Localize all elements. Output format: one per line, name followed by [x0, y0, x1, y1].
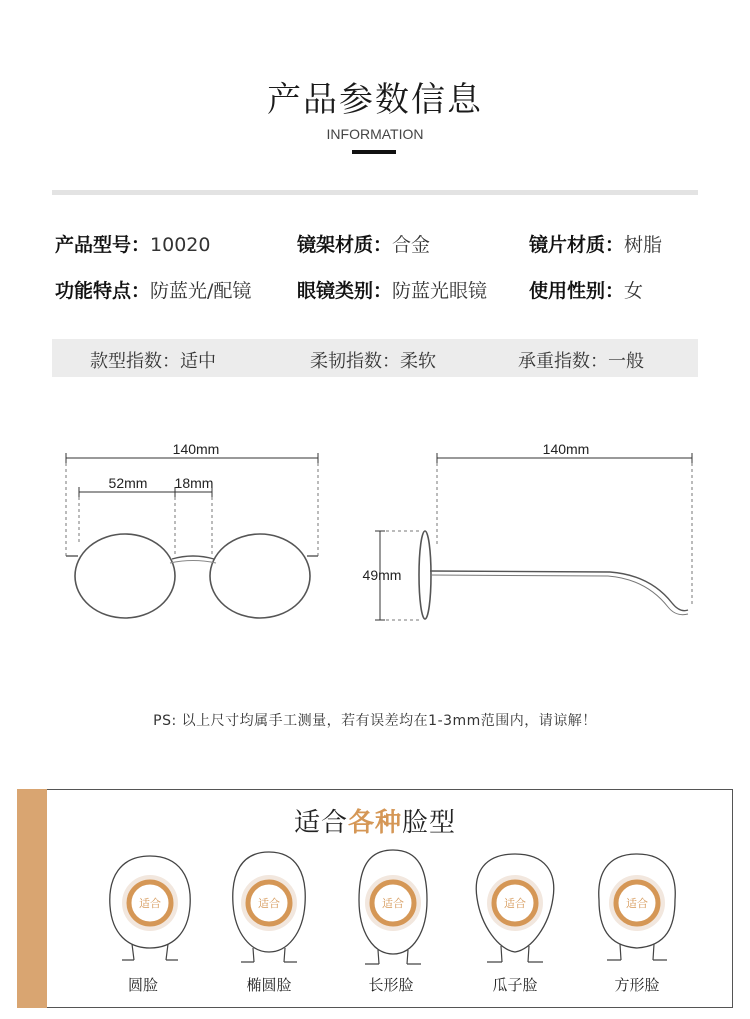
spec-label: 镜片材质：: [529, 234, 625, 256]
spec-lens-material: [529, 230, 662, 257]
temple-arm: [430, 571, 688, 611]
spec-model: [55, 230, 210, 257]
section-divider: [52, 190, 698, 195]
round-face-icon: [100, 848, 200, 968]
face-label-square: 方形脸: [614, 976, 660, 994]
fit-label: 适合: [258, 897, 280, 910]
index-load: 承重指数：一般: [518, 351, 644, 372]
title-underline: [352, 150, 396, 154]
spec-features: [55, 276, 251, 303]
spec-value: 树脂: [624, 234, 663, 256]
spec-value: 女: [624, 280, 644, 302]
bridge-width-label: 18mm: [174, 475, 214, 491]
fit-label: 适合: [139, 897, 161, 910]
oval-face-icon: [219, 848, 319, 968]
spec-gender: [529, 276, 643, 303]
side-view: [375, 453, 692, 620]
spec-value: 防蓝光眼镜: [392, 280, 488, 302]
spec-category: [297, 276, 487, 303]
v-face-icon: [465, 848, 565, 968]
index-flexibility: 柔韧指数：柔软: [310, 351, 436, 372]
side-lens: [419, 531, 431, 619]
fit-label: 适合: [626, 897, 648, 910]
left-lens: [75, 534, 175, 618]
nose-bridge: [172, 556, 214, 559]
temple-length-label: 140mm: [542, 441, 590, 457]
page-subtitle: INFORMATION: [326, 126, 424, 142]
index-bar: [52, 339, 698, 377]
face-title-highlight: 各种: [347, 808, 402, 838]
right-lens: [210, 534, 310, 618]
spec-value: 合金: [392, 234, 431, 256]
long-face-icon: [343, 848, 443, 968]
glasses-dimension-diagram: [0, 425, 750, 625]
face-label-v: 瓜子脸: [492, 976, 538, 994]
lens-width-label: 52mm: [108, 475, 148, 491]
face-label-round: 圆脸: [127, 976, 158, 994]
fit-label: 适合: [382, 897, 404, 910]
page-title: 产品参数信息: [267, 80, 483, 120]
measurement-note: PS: 以上尺寸均属手工测量，若有误差均在1-3mm范围内，请谅解！: [153, 713, 597, 729]
square-face-icon: [587, 848, 687, 968]
spec-value: 10020: [150, 234, 211, 256]
fit-label: 适合: [504, 897, 526, 910]
spec-label: 功能特点：: [55, 280, 151, 302]
spec-label: 使用性别：: [529, 280, 625, 302]
face-title-pre: 适合: [293, 808, 348, 838]
face-shape-title: [0, 802, 750, 839]
spec-label: 眼镜类别：: [297, 280, 393, 302]
face-label-long: 长形脸: [368, 976, 414, 994]
lens-height-label: 49mm: [362, 567, 402, 583]
index-style: 款型指数：适中: [90, 351, 216, 372]
face-title-post: 脸型: [402, 808, 457, 838]
spec-value: 防蓝光/配镜: [150, 280, 252, 302]
spec-label: 产品型号：: [55, 234, 151, 256]
spec-label: 镜架材质：: [297, 234, 393, 256]
face-label-oval: 椭圆脸: [246, 976, 292, 994]
front-width-label: 140mm: [172, 441, 220, 457]
spec-frame-material: [297, 230, 430, 257]
